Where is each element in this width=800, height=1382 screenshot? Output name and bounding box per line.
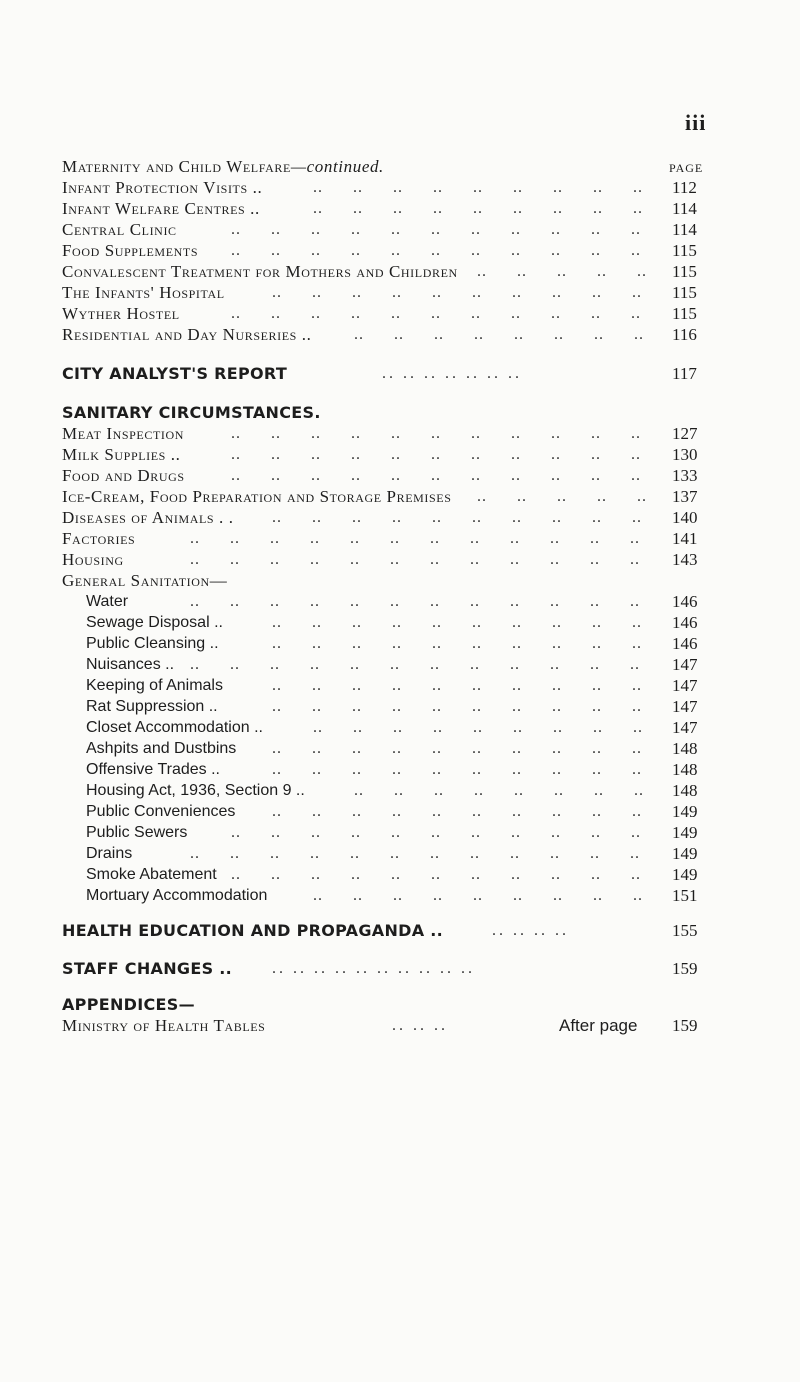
leader-dots: .. .. .. .. .. .. .. .. — [354, 782, 644, 799]
leader-dots: .. .. .. .. .. .. .. .. .. .. .. — [231, 446, 641, 463]
entry-page: 151 — [672, 886, 698, 905]
toc-entry — [62, 591, 712, 612]
entry-label: Factories — [62, 529, 136, 548]
entry-page: 146 — [672, 634, 698, 653]
leader-dots: .. .. .. .. .. .. .. .. .. .. — [272, 803, 642, 820]
toc-entry — [62, 885, 712, 906]
entry-page: 133 — [672, 466, 698, 485]
entry-page: 114 — [672, 199, 697, 218]
entry-label: Infant Protection Visits .. — [62, 178, 263, 197]
entry-label: Wyther Hostel — [62, 304, 180, 323]
toc-entry — [62, 282, 712, 303]
toc-entry — [62, 261, 712, 282]
toc-entry — [62, 717, 712, 738]
section-title: SANITARY CIRCUMSTANCES. — [62, 403, 321, 422]
toc-entry — [62, 654, 712, 675]
entry-page: 148 — [672, 739, 698, 758]
entry-page: 149 — [672, 802, 698, 821]
table-of-contents — [62, 156, 712, 1036]
entry-label: Public Cleansing .. — [86, 635, 219, 652]
entry-page: 149 — [672, 865, 698, 884]
leader-dots: .. .. .. .. .. .. .. .. .. .. .. .. — [190, 593, 640, 610]
appendices-heading — [62, 994, 712, 1015]
page-number: iii — [685, 110, 707, 135]
leader-dots: .. .. .. .. .. .. .. .. .. .. — [272, 698, 642, 715]
entry-page: 141 — [672, 529, 698, 548]
entry-page: 149 — [672, 823, 698, 842]
section-title-suffix: —continued. — [290, 157, 384, 176]
leader-dots: .. .. .. .. .. .. .. .. .. .. — [272, 740, 642, 757]
entry-page: 127 — [672, 424, 698, 443]
toc-entry — [62, 444, 712, 465]
health-education-entry — [62, 918, 712, 944]
leader-dots: .. .. .. .. .. .. .. .. .. — [313, 719, 643, 736]
entry-page: 130 — [672, 445, 698, 464]
leader-dots: .. .. .. .. .. .. .. .. .. .. .. — [231, 305, 641, 322]
leader-dots: .. .. .. .. .. .. .. .. .. .. .. .. — [190, 551, 640, 568]
leader-dots: .. .. .. .. .. .. .. .. .. — [313, 887, 643, 904]
entry-page: 159 — [672, 1016, 698, 1035]
section-heading-maternity — [62, 156, 712, 177]
entry-label: Smoke Abatement — [86, 866, 217, 883]
entry-label: Diseases of Animals . . — [62, 508, 234, 527]
section-title: APPENDICES— — [62, 995, 195, 1014]
general-sanitation-items — [62, 591, 712, 906]
toc-entry — [62, 528, 712, 549]
entry-label: CITY ANALYST'S REPORT — [62, 364, 288, 383]
leader-dots: .. .. .. .. .. — [477, 263, 647, 280]
leader-dots: .. .. .. .. .. .. .. .. .. .. .. — [231, 425, 641, 442]
entry-page: 116 — [672, 325, 697, 344]
entry-page: 115 — [672, 283, 697, 302]
entry-page: 146 — [672, 592, 698, 611]
subsection-title: General Sanitation— — [62, 571, 228, 590]
entry-label: Ministry of Health Tables — [62, 1016, 266, 1035]
toc-entry — [62, 177, 712, 198]
toc-entry — [62, 507, 712, 528]
toc-entry — [62, 675, 712, 696]
leader-dots: .. .. .. .. .. .. .. .. .. .. — [272, 677, 642, 694]
entry-page: 159 — [672, 959, 698, 978]
entry-label: Housing Act, 1936, Section 9 .. — [86, 782, 305, 799]
entry-label: Housing — [62, 550, 124, 569]
entry-label: Drains — [86, 845, 133, 862]
toc-entry — [62, 423, 712, 444]
entry-label: Meat Inspection — [62, 424, 185, 443]
sanitary-items — [62, 423, 712, 570]
entry-page: 155 — [672, 921, 698, 940]
leader-dots: .. .. .. .. .. .. .. .. .. .. — [272, 960, 475, 977]
entry-label: Public Sewers — [86, 824, 188, 841]
entry-page: 115 — [672, 241, 697, 260]
leader-dots: .. .. .. .. .. .. .. .. .. .. — [272, 284, 642, 301]
appendix-entry — [62, 1015, 712, 1036]
toc-entry — [62, 549, 712, 570]
leader-dots: .. .. .. — [392, 1017, 448, 1034]
toc-entry — [62, 633, 712, 654]
toc-entry — [62, 780, 712, 801]
leader-dots: .. .. .. .. .. .. .. .. .. .. .. — [231, 467, 641, 484]
leader-dots: .. .. .. .. .. .. .. .. .. .. — [272, 509, 642, 526]
entry-label: Nuisances .. — [86, 656, 175, 673]
entry-label: Food Supplements — [62, 241, 199, 260]
toc-entry — [62, 303, 712, 324]
entry-label: STAFF CHANGES .. — [62, 959, 233, 978]
entry-label: Food and Drugs — [62, 466, 185, 485]
toc-entry — [62, 465, 712, 486]
entry-label: Ice-Cream, Food Preparation and Storage Premises — [62, 487, 452, 506]
leader-dots: .. .. .. .. .. .. .. .. .. .. .. — [231, 242, 641, 259]
entry-page: 137 — [672, 487, 698, 506]
leader-dots: .. .. .. .. .. .. .. .. .. .. — [272, 614, 642, 631]
entry-label: Rat Suppression .. — [86, 698, 218, 715]
leader-dots: .. .. .. .. .. .. .. .. .. .. .. .. — [190, 530, 640, 547]
leader-dots: .. .. .. .. .. .. .. .. .. .. .. — [231, 866, 641, 883]
entry-page: 148 — [672, 760, 698, 779]
entry-label: Convalescent Treatment for Mothers and Children — [62, 262, 458, 281]
leader-dots: .. .. .. .. .. .. .. .. .. .. — [272, 761, 642, 778]
entry-label: Keeping of Animals — [86, 677, 223, 694]
sanitary-heading — [62, 402, 712, 423]
maternity-items — [62, 177, 712, 345]
entry-page: 115 — [672, 304, 697, 323]
entry-page: 147 — [672, 718, 698, 737]
entry-label: Infant Welfare Centres .. — [62, 199, 260, 218]
entry-page: 114 — [672, 220, 697, 239]
toc-entry — [62, 219, 712, 240]
entry-label: Mortuary Accommodation — [86, 887, 268, 904]
leader-dots: .. .. .. .. .. .. .. .. .. — [313, 179, 643, 196]
toc-entry — [62, 486, 712, 507]
toc-entry — [62, 759, 712, 780]
page-column-label: page — [669, 157, 704, 176]
entry-page: 112 — [672, 178, 697, 197]
toc-entry — [62, 696, 712, 717]
after-page-text: After page — [559, 1016, 638, 1035]
leader-dots: .. .. .. .. .. .. .. .. .. .. .. — [231, 824, 641, 841]
toc-entry — [62, 198, 712, 219]
entry-page: 146 — [672, 613, 698, 632]
general-sanitation-heading — [62, 570, 712, 591]
entry-label: Closet Accommodation .. — [86, 719, 263, 736]
entry-page: 117 — [672, 364, 697, 383]
entry-page: 143 — [672, 550, 698, 569]
leader-dots: .. .. .. .. .. .. .. .. — [354, 326, 644, 343]
entry-label: Milk Supplies .. — [62, 445, 181, 464]
leader-dots: .. .. .. .. .. — [477, 488, 647, 505]
entry-page: 147 — [672, 655, 698, 674]
toc-entry — [62, 324, 712, 345]
toc-entry — [62, 843, 712, 864]
entry-page: 147 — [672, 676, 698, 695]
entry-label: Water — [86, 593, 129, 610]
toc-entry — [62, 822, 712, 843]
entry-page: 140 — [672, 508, 698, 527]
leader-dots: .. .. .. .. .. .. .. .. .. — [313, 200, 643, 217]
toc-entry — [62, 801, 712, 822]
entry-page: 149 — [672, 844, 698, 863]
toc-entry — [62, 864, 712, 885]
toc-entry — [62, 612, 712, 633]
leader-dots: .. .. .. .. .. .. .. .. .. .. .. .. — [190, 845, 640, 862]
entry-label: HEALTH EDUCATION AND PROPAGANDA .. — [62, 921, 444, 940]
leader-dots: .. .. .. .. .. .. .. — [382, 365, 522, 382]
leader-dots: .. .. .. .. — [492, 922, 569, 939]
entry-page: 148 — [672, 781, 698, 800]
entry-label: Ashpits and Dustbins — [86, 740, 237, 757]
entry-page: 147 — [672, 697, 698, 716]
entry-label: Sewage Disposal .. — [86, 614, 223, 631]
city-analyst-entry — [62, 363, 712, 384]
entry-label: Residential and Day Nurseries .. — [62, 325, 312, 344]
leader-dots: .. .. .. .. .. .. .. .. .. .. — [272, 635, 642, 652]
section-title: Maternity and Child Welfare — [62, 157, 291, 176]
toc-entry — [62, 738, 712, 759]
staff-changes-entry — [62, 956, 712, 982]
leader-dots: .. .. .. .. .. .. .. .. .. .. .. .. — [190, 656, 640, 673]
entry-page: 115 — [672, 262, 697, 281]
toc-entry — [62, 240, 712, 261]
entry-label: Public Conveniences — [86, 803, 236, 820]
entry-label: The Infants' Hospital — [62, 283, 225, 302]
leader-dots: .. .. .. .. .. .. .. .. .. .. .. — [231, 221, 641, 238]
entry-label: Offensive Trades .. — [86, 761, 220, 778]
entry-label: Central Clinic — [62, 220, 177, 239]
